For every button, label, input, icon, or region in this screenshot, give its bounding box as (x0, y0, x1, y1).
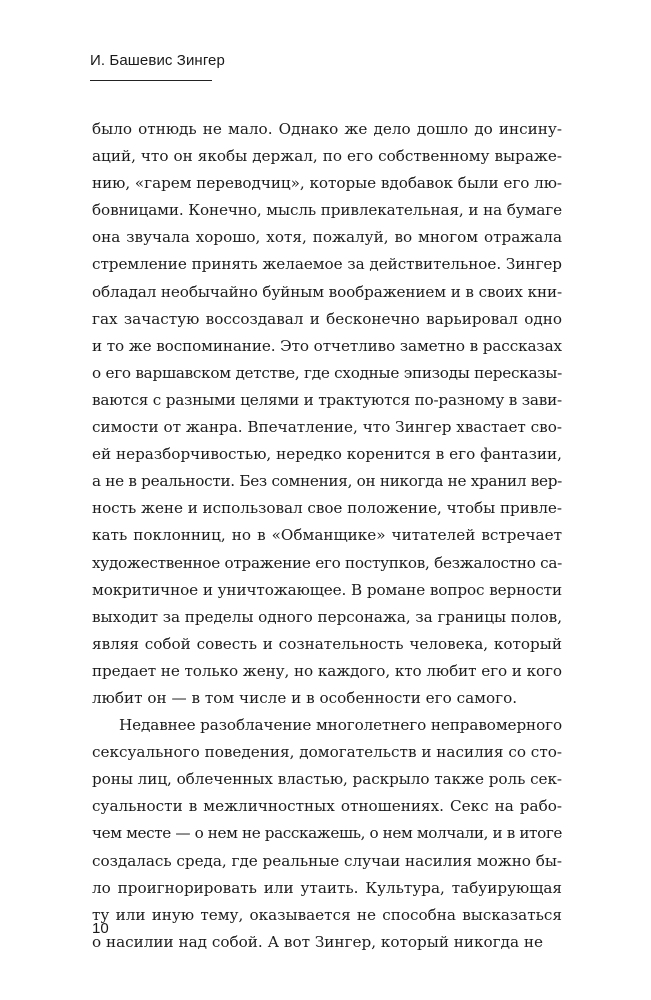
text-line: кать поклонниц, но в «Обманщике» читателей встречает (92, 526, 562, 545)
text-line: стремление принять желаемое за действительное. Зингер (92, 255, 562, 274)
text-line: чем месте — о нем не расскажешь, о нем молчали, и в итоге (92, 824, 562, 843)
body-text (92, 116, 562, 956)
text-line: ваются с разными целями и трактуются по-разному в зави- (92, 390, 562, 409)
text-line: симости от жанра. Впечатление, что Зингер хвастает сво- (92, 418, 562, 437)
text-line: нию, «гарем переводчиц», которые вдобавок были его лю- (92, 174, 563, 193)
text-line: аций, что он якобы держал, по его собственному выраже- (92, 147, 562, 166)
text-line: являя собой совесть и сознательность человека, который (92, 634, 562, 653)
text-line: художественное отражение его поступков, безжалостно са- (92, 553, 563, 572)
page-number: 10 (92, 920, 109, 937)
text-line: бовницами. Конечно, мысль привлекательная, и на бумаге (92, 201, 562, 220)
text-line: выходит за пределы одного персонажа, за границы полов, (92, 607, 562, 626)
text-line: о насилии над собой. А вот Зингер, который никогда не (92, 932, 543, 951)
text-line: о его варшавском детстве, где сходные эпизоды пересказы- (92, 363, 562, 382)
text-line: мокритичное и уничтожающее. В романе вопрос верности (92, 580, 563, 599)
text-line: создалась среда, где реальные случаи насилия можно бы- (92, 851, 563, 870)
text-line: роны лиц, облеченных властью, раскрыло также роль сек- (92, 770, 562, 789)
text-line: ей неразборчивостью, нередко коренится в его фантазии, (92, 445, 562, 464)
header-rule (90, 80, 212, 81)
text-line: гах зачастую воссоздавал и бесконечно варьировал одно (92, 309, 562, 328)
text-line: ность жене и использовал свое положение, чтобы привле- (92, 499, 562, 518)
text-line: обладал необычайно буйным воображением и в своих кни- (92, 282, 562, 301)
text-line: суальности в межличностных отношениях. Секс на рабо- (92, 797, 562, 816)
text-line: предает не только жену, но каждого, кто любит его и кого (92, 661, 562, 680)
running-head-author: И. Башевис Зингер (90, 52, 225, 69)
text-line: сексуального поведения, домогательств и насилия со сто- (92, 743, 562, 762)
text-line: Недавнее разоблачение многолетнего неправомерного (119, 716, 563, 735)
text-line: было отнюдь не мало. Однако же дело дошло до инсину- (92, 120, 562, 138)
text-line: ло проигнорировать или утаить. Культура, табуирующая (92, 878, 562, 897)
text-line: и то же воспоминание. Это отчетливо заметно в рассказах (92, 336, 562, 355)
text-line: а не в реальности. Без сомнения, он никогда не хранил вер- (92, 472, 563, 491)
text-line: любит он — в том числе и в особенности его самого. (92, 688, 518, 707)
text-line: она звучала хорошо, хотя, пожалуй, во многом отражала (92, 228, 562, 247)
text-line: ту или иную тему, оказывается не способна высказаться (92, 905, 562, 924)
